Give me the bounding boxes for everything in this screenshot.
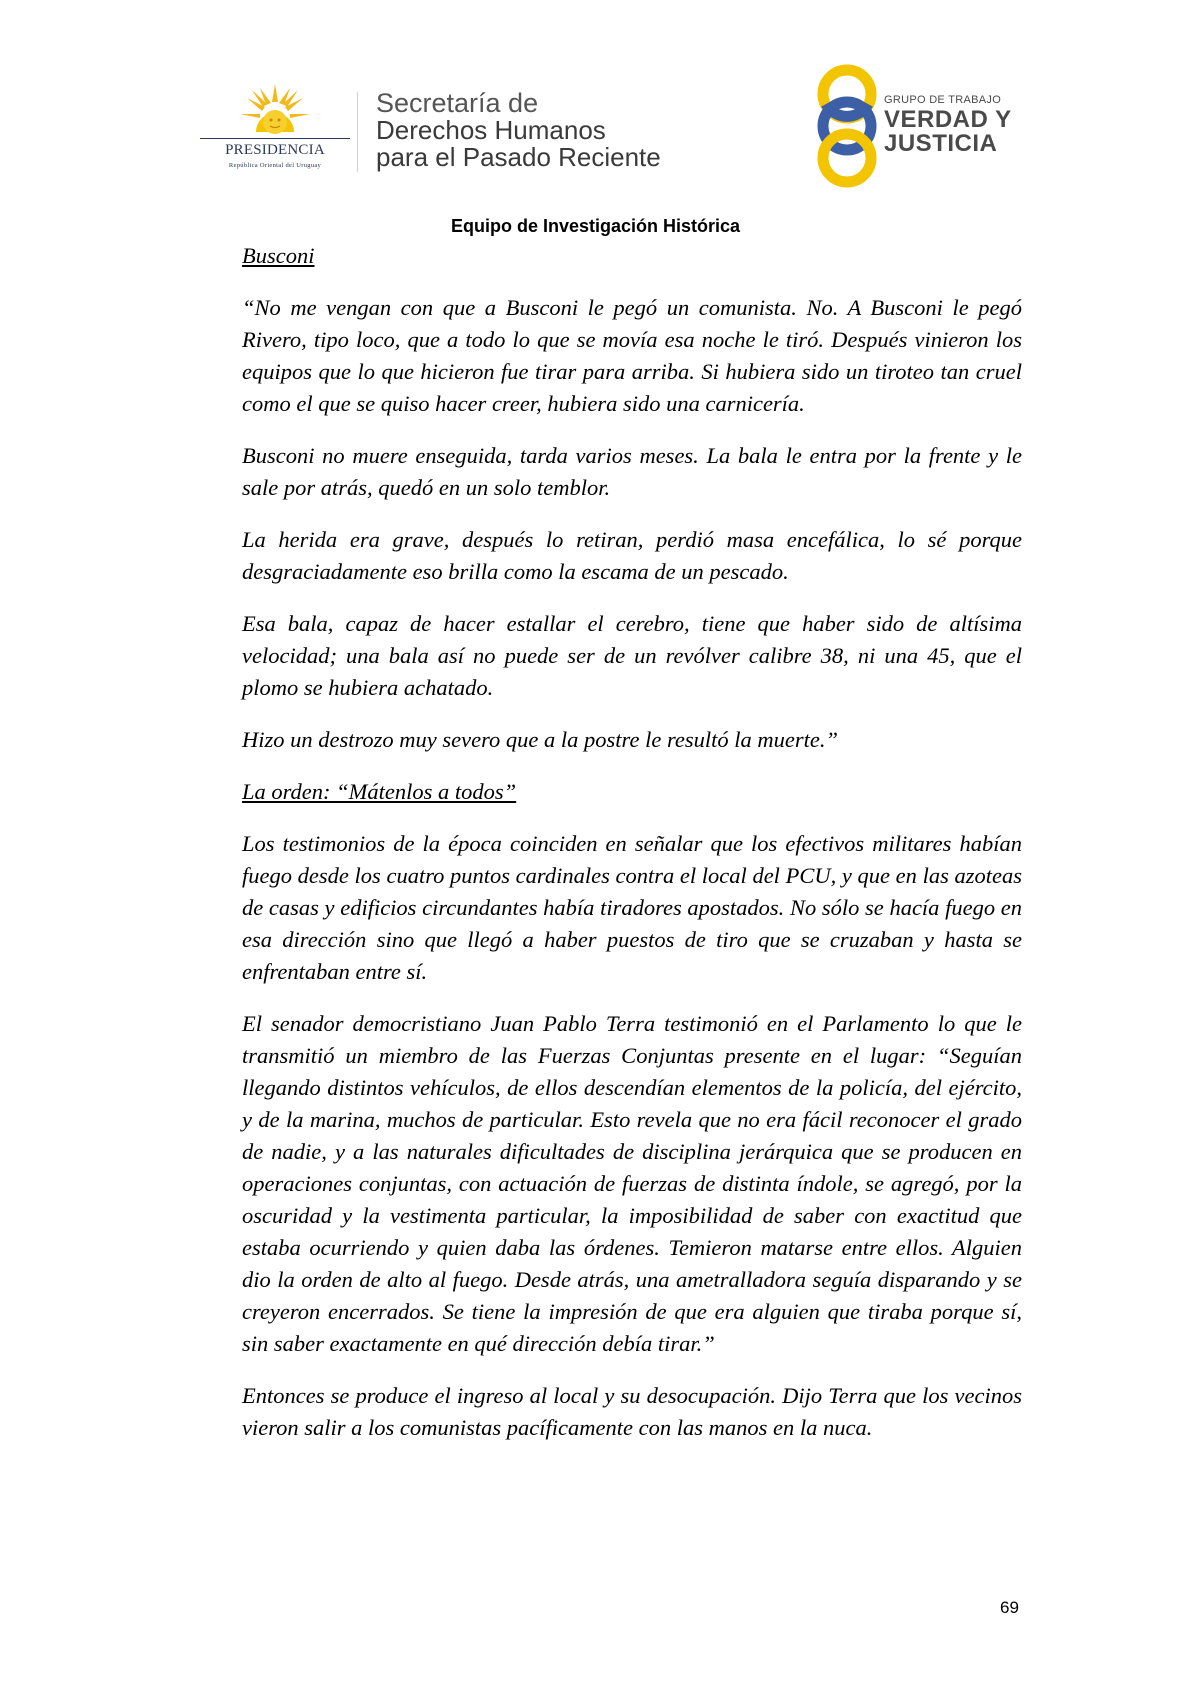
presidencia-subtitle: República Oriental del Uruguay	[228, 162, 322, 169]
presidencia-divider	[200, 138, 350, 139]
secretaria-line-1: Secretaría de	[376, 88, 539, 118]
section-heading-orden: La orden: “Mátenlos a todos”	[242, 779, 517, 804]
paragraph: Entonces se produce el ingreso al local y su desocupación. Dijo Terra que los vecinos vieron salir a los comunistas pacíficamente con las manos en la nuca.	[242, 1383, 1022, 1440]
grupo-verdad-justicia-logo	[812, 64, 1042, 188]
paragraph: Hizo un destrozo muy severo que a la postre le resultó la muerte.”	[242, 727, 838, 752]
grupo-line-3: JUSTICIA	[884, 130, 998, 157]
presidencia-logo	[196, 82, 354, 177]
document-body	[242, 240, 1022, 1464]
paragraph: Esa bala, capaz de hacer estallar el cerebro, tiene que haber sido de altísima velocidad; una bala así no puede ser de un revólver calibre 38, ni una 45, que el plomo se hubiera achatado.	[242, 611, 1022, 700]
secretaria-logo	[376, 90, 661, 171]
linked-rings-icon	[812, 64, 882, 188]
page-header	[0, 0, 1191, 200]
paragraph: “No me vengan con que a Busconi le pegó un comunista. No. A Busconi le pegó Rivero, tipo loco, que a todo lo que se movía esa noche le tiró. Después vinieron los equipos que lo que hicieron fue tirar para arriba. Si hubiera sido un tiroteo tan cruel como el que se quiso hacer creer, hubiera sido una carnicería.	[242, 295, 1022, 416]
secretaria-line-3: para el Pasado Reciente	[376, 142, 661, 172]
sun-emblem-icon	[238, 82, 312, 138]
grupo-line-2: VERDAD Y	[884, 106, 1012, 133]
page-number: 69	[1000, 1598, 1019, 1617]
paragraph: Los testimonios de la época coinciden en señalar que los efectivos militares habían fuego desde los cuatro puntos cardinales contra el local del PCU, y que en las azoteas de casas y edificios circundantes había tiradores apostados. No sólo se hacía fuego en esa dirección sino que llegó a haber puestos de tiro que se cruzaban y hasta se enfrentaban entre sí.	[242, 831, 1022, 984]
paragraph: La herida era grave, después lo retiran, perdió masa encefálica, lo sé porque desgraciadamente eso brilla como la escama de un pescado.	[242, 527, 1022, 584]
section-heading-busconi: Busconi	[242, 243, 315, 268]
team-title: Equipo de Investigación Histórica	[450, 216, 741, 236]
paragraph: Busconi no muere enseguida, tarda varios meses. La bala le entra por la frente y le sale por atrás, quedó en un solo temblor.	[242, 443, 1022, 500]
secretaria-line-2: Derechos Humanos	[376, 115, 606, 145]
presidencia-name: PRESIDENCIA	[225, 142, 325, 158]
header-divider	[357, 92, 358, 172]
paragraph: El senador democristiano Juan Pablo Terra testimonió en el Parlamento lo que le transmitió un miembro de las Fuerzas Conjuntas presente en el lugar: “Seguían llegando distintos vehículos, de ellos descendían elementos de la policía, del ejército, y de la marina, muchos de particular. Esto revela que no era fácil reconocer el grado de nadie, y a las naturales dificultades de disciplina jerárquica que se producen en operaciones conjuntas, con actuación de fuerzas de distinta índole, se agregó, por la oscuridad y la vestimenta particular, la imposibilidad de saber con exactitud que estaba ocurriendo y quien daba las órdenes. Temieron matarse entre ellos. Alguien dio la orden de alto al fuego. Desde atrás, una ametralladora seguía disparando y se creyeron encerrados. Se tiene la impresión de que era alguien que tiraba porque sí, sin saber exactamente en qué dirección debía tirar.”	[242, 1011, 1022, 1356]
grupo-line-1: GRUPO DE TRABAJO	[884, 94, 1002, 106]
